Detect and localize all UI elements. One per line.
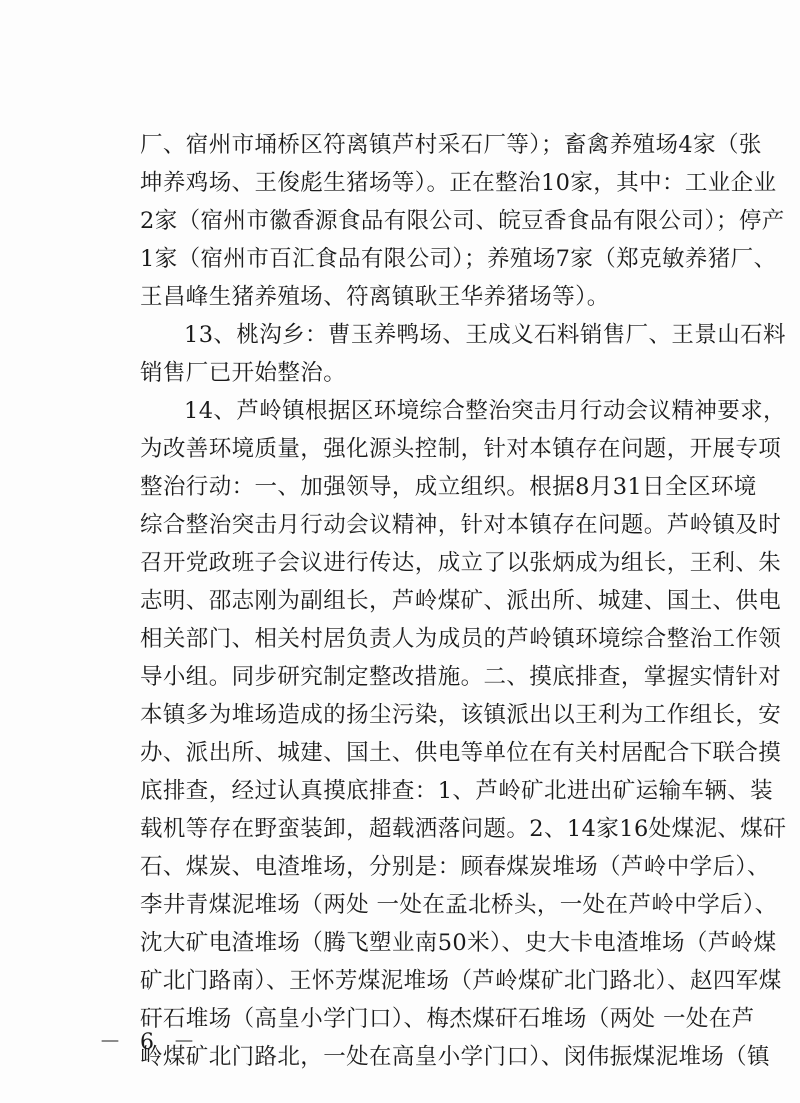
paragraph-continued — [140, 126, 785, 316]
text-line: 坤养鸡场、王俊彪生猪场等）。正在整治10家，其中：工业企业 — [140, 170, 777, 196]
text-line: 王昌峰生猪养殖场、符离镇耿王华养猪场等）。 — [140, 284, 610, 310]
text-line: 召开党政班子会议进行传达，成立了以张炳成为组长，王利、朱 — [140, 550, 782, 576]
text-line: 销售厂已开始整治。 — [140, 360, 347, 386]
text-line: 相关部门、相关村居负责人为成员的芦岭镇环境综合整治工作领 — [140, 626, 782, 652]
text-line: 志明、邵志刚为副组长，芦岭煤矿、派出所、城建、国土、供电 — [140, 588, 782, 614]
paragraph-item-14 — [140, 392, 787, 1076]
paragraph-item-13 — [140, 316, 786, 392]
text-line: 综合整治突击月行动会议精神，针对本镇存在问题。芦岭镇及时 — [140, 512, 782, 538]
text-line: 李井青煤泥堆场（两处 一处在孟北桥头，一处在芦岭中学后）、 — [140, 892, 778, 918]
text-line: 底排查，经过认真摸底排查：1、芦岭矿北进出矿运输车辆、装 — [140, 778, 774, 804]
text-line: 整治行动：一、加强领导，成立组织。根据8月31日全区环境 — [140, 474, 757, 500]
text-line: 载机等存在野蛮装卸，超载洒落问题。2、14家16处煤泥、煤矸 — [140, 816, 787, 842]
text-line: 岭煤矿北门路北，一处在高皇小学门口）、闵伟振煤泥堆场（镇 — [140, 1044, 770, 1070]
text-line: 14、芦岭镇根据区环境综合整治突击月行动会议精神要求， — [184, 398, 786, 424]
text-line: 石、煤炭、电渣堆场，分别是：顾春煤炭堆场（芦岭中学后）、 — [140, 854, 770, 880]
body-text — [140, 126, 787, 1076]
text-line: 为改善环境质量，强化源头控制，针对本镇存在问题，开展专项 — [140, 436, 782, 462]
text-line: 办、派出所、城建、国土、供电等单位在有关村居配合下联合摸 — [140, 740, 782, 766]
text-line: 矿北门路南）、王怀芳煤泥堆场（芦岭煤矿北门路北）、赵四军煤 — [140, 968, 782, 994]
text-line: 本镇多为堆场造成的扬尘污染，该镇派出以王利为工作组长，安 — [140, 702, 782, 728]
text-line: 13、桃沟乡：曹玉养鸭场、王成义石料销售厂、王景山石料 — [184, 322, 786, 348]
text-line: 矸石堆场（高皇小学门口）、梅杰煤矸石堆场（两处 一处在芦 — [140, 1006, 755, 1032]
text-line: 沈大矿电渣堆场（腾飞塑业南50米）、史大卡电渣堆场（芦岭煤 — [140, 930, 777, 956]
text-line: 1家（宿州市百汇食品有限公司）；养殖场7家（郑克敏养猪厂、 — [140, 246, 777, 272]
text-line: 2家（宿州市徽香源食品有限公司、皖豆香食品有限公司）；停产 — [140, 208, 785, 234]
text-line: 导小组。同步研究制定整改措施。二、摸底排查，掌握实情针对 — [140, 664, 782, 690]
text-line: 厂、宿州市埇桥区符离镇芦村采石厂等）；畜禽养殖场4家（张 — [140, 132, 762, 158]
page-number: － 6 － — [99, 1030, 201, 1055]
